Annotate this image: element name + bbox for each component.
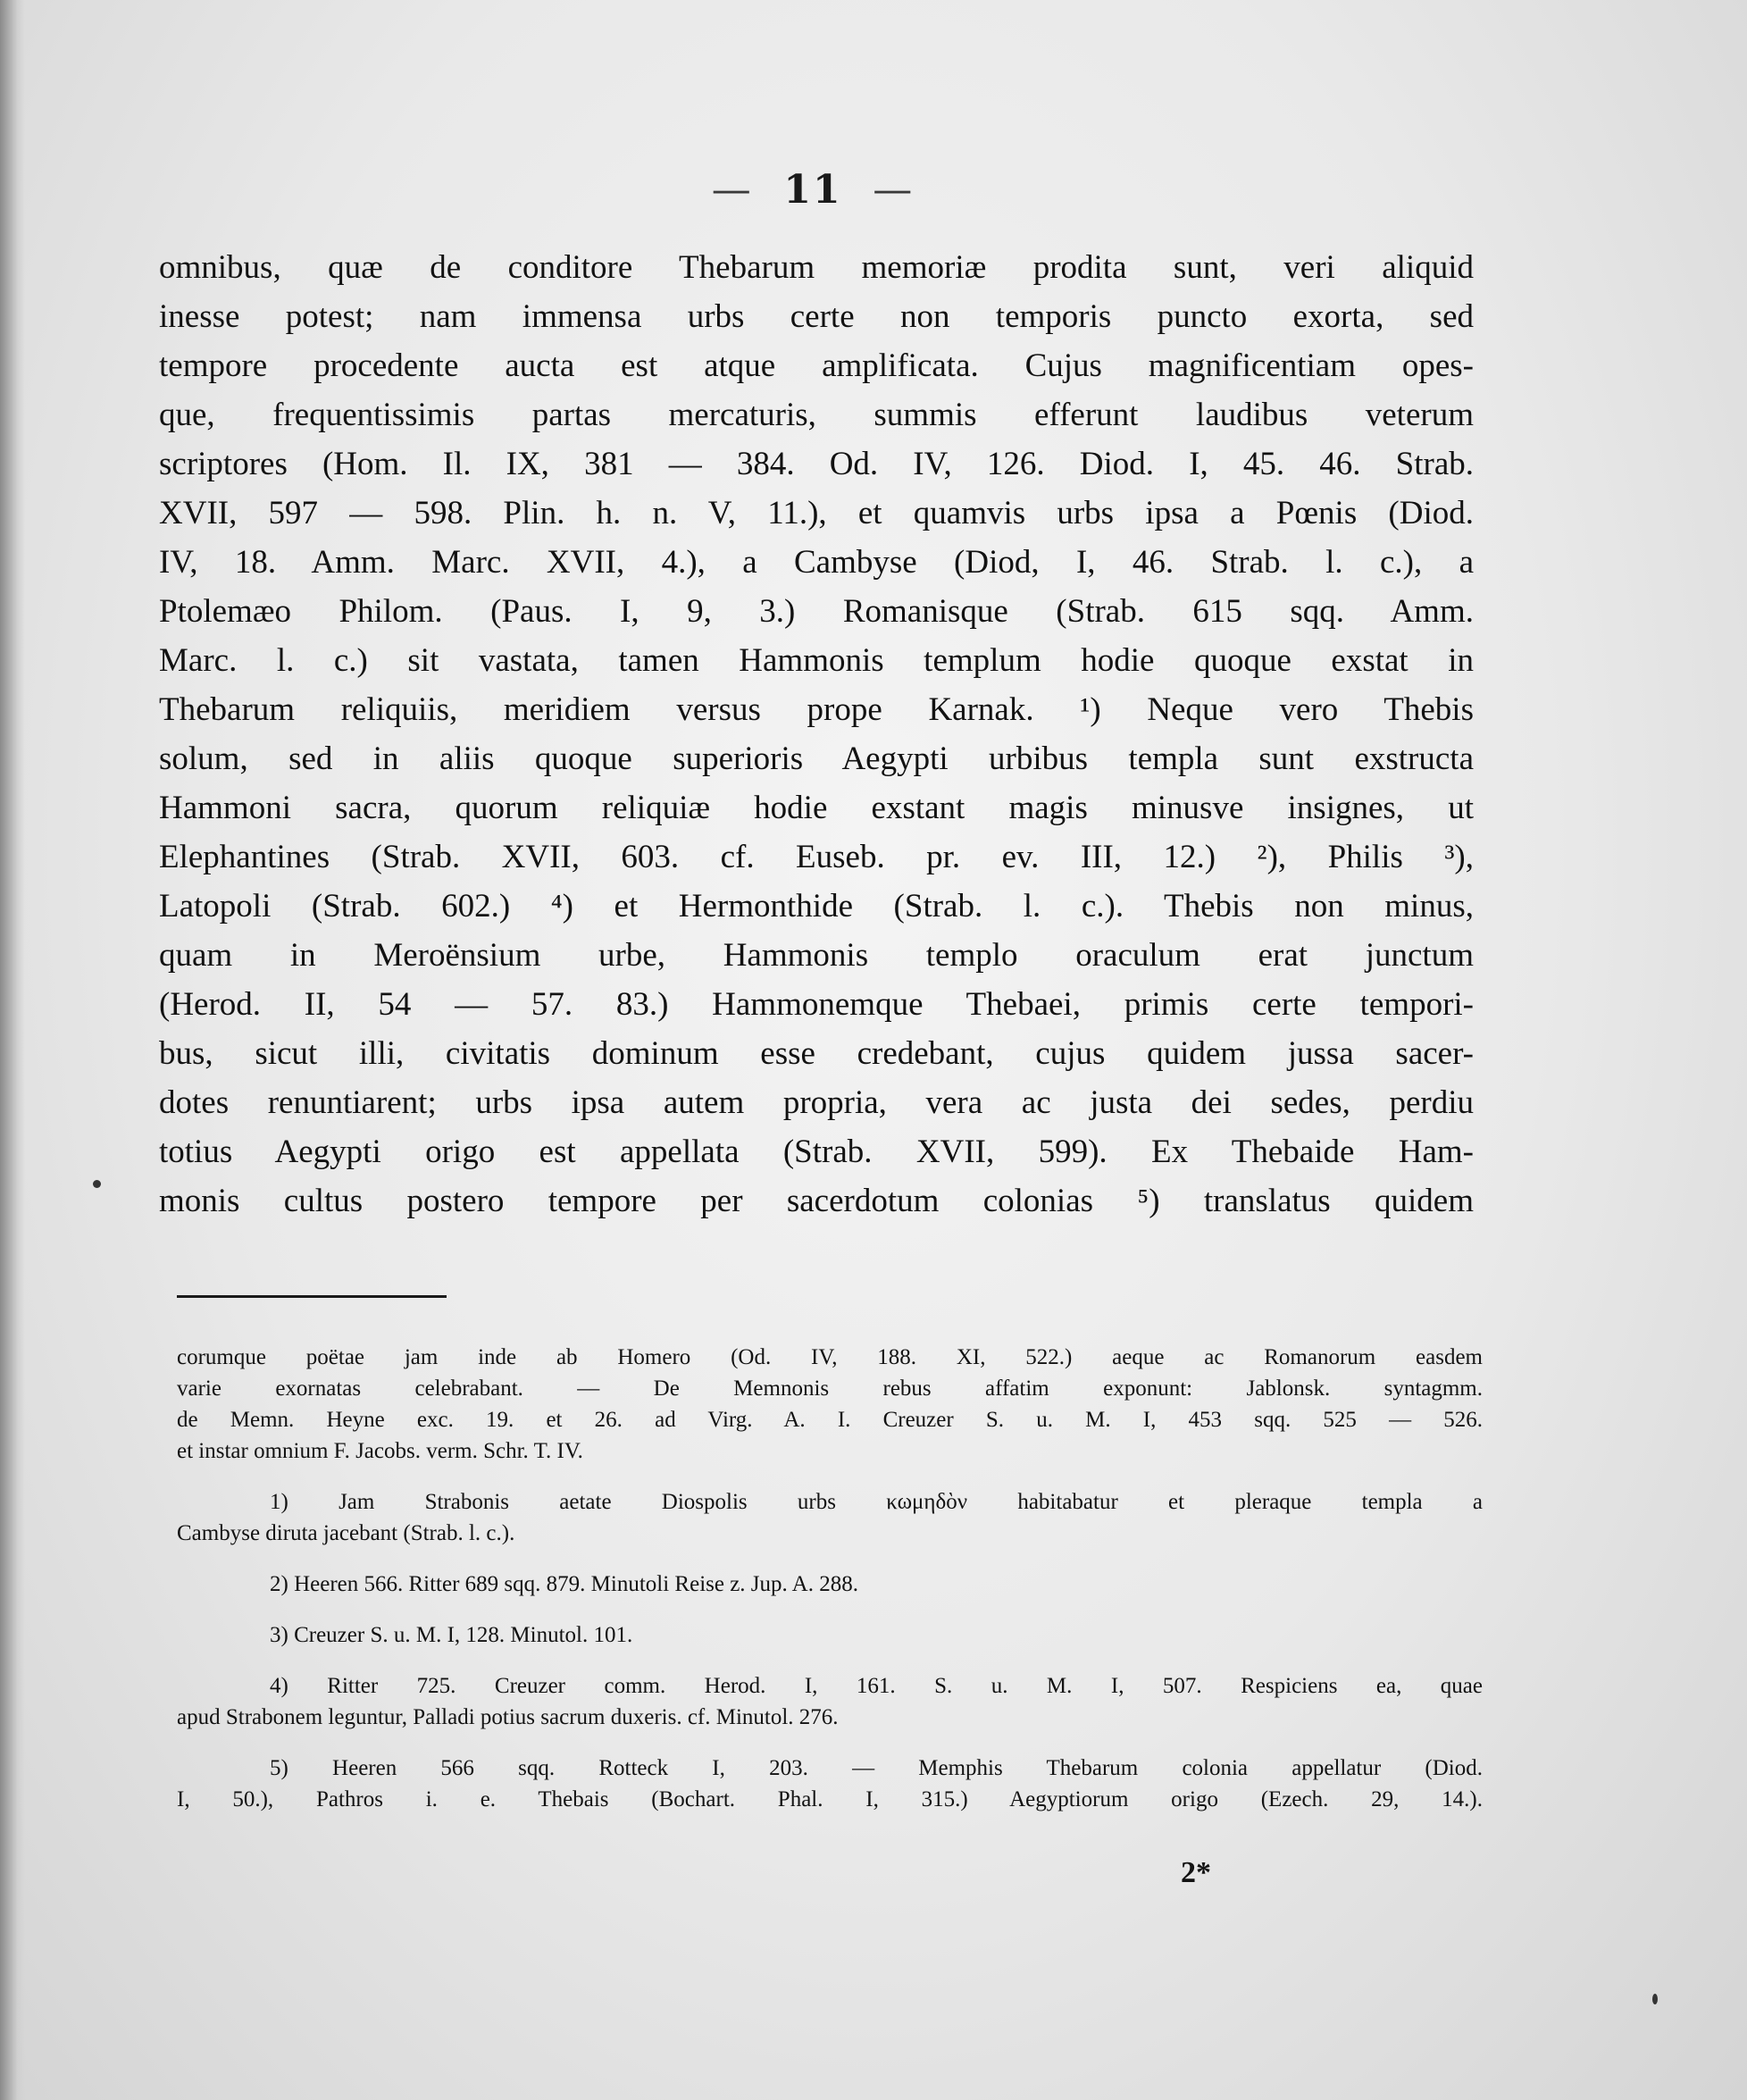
text-line: dotes renuntiarent; urbs ipsa autem propria, vera ac justa dei sedes, perdiu: [159, 1084, 1474, 1121]
text-line: tempore procedente aucta est atque amplificata. Cujus magnificentiam opes-: [159, 347, 1474, 384]
main-text: [159, 243, 1474, 1226]
text-line: IV, 18. Amm. Marc. XVII, 4.), a Cambyse (Diod, I, 46. Strab. l. c.), a: [159, 544, 1474, 581]
footnote-continuation-line: varie exornatas celebrabant. — De Memnonis rebus affatim exponunt: Jablonsk. syntagmm.: [177, 1376, 1483, 1401]
footnote-continuation-line: de Memn. Heyne exc. 19. et 26. ad Virg. A. I. Creuzer S. u. M. I, 453 sqq. 525 — 526.: [177, 1408, 1483, 1432]
header-dash-right: —: [873, 167, 915, 213]
footnote-continuation-line: corumque poëtae jam inde ab Homero (Od. IV, 188. XI, 522.) aeque ac Romanorum easdem: [177, 1345, 1483, 1369]
text-line: Thebarum reliquiis, meridiem versus prope Karnak. ¹) Neque vero Thebis: [159, 691, 1474, 728]
footnote-2: 2) Heeren 566. Ritter 689 sqq. 879. Minutoli Reise z. Jup. A. 288.: [270, 1572, 858, 1596]
text-line: Elephantines (Strab. XVII, 603. cf. Euseb. pr. ev. III, 12.) ²), Philis ³),: [159, 839, 1474, 875]
text-line: Marc. l. c.) sit vastata, tamen Hammonis templum hodie quoque exstat in: [159, 642, 1474, 679]
text-line: omnibus, quæ de conditore Thebarum memoriæ prodita sunt, veri aliquid: [159, 249, 1474, 286]
text-line: que, frequentissimis partas mercaturis, summis efferunt laudibus veterum: [159, 397, 1474, 433]
footnote-4-continued: apud Strabonem leguntur, Palladi potius sacrum duxeris. cf. Minutol. 276.: [177, 1705, 839, 1729]
footnotes: [177, 1342, 1483, 1815]
page-header: [679, 159, 947, 222]
text-line: inesse potest; nam immensa urbs certe non temporis puncto exorta, sed: [159, 298, 1474, 335]
header-dash-left: —: [711, 167, 753, 213]
footnote-5-continued: I, 50.), Pathros i. e. Thebais (Bochart. Phal. I, 315.) Aegyptiorum origo (Ezech. 29, 14.).: [177, 1787, 1483, 1811]
text-line: Latopoli (Strab. 602.) ⁴) et Hermonthide (Strab. l. c.). Thebis non minus,: [159, 888, 1474, 925]
signature-mark: 2*: [1181, 1856, 1211, 1889]
text-line: monis cultus postero tempore per sacerdotum colonias ⁵) translatus quidem: [159, 1183, 1474, 1219]
text-line: XVII, 597 — 598. Plin. h. n. V, 11.), et quamvis urbs ipsa a Pœnis (Diod.: [159, 495, 1474, 531]
text-line: solum, sed in aliis quoque superioris Aegypti urbibus templa sunt exstructa: [159, 740, 1474, 777]
text-line: (Herod. II, 54 — 57. 83.) Hammonemque Thebaei, primis certe tempori-: [159, 986, 1474, 1023]
text-line: scriptores (Hom. Il. IX, 381 — 384. Od. IV, 126. Diod. I, 45. 46. Strab.: [159, 446, 1474, 482]
footnote-continuation-line: et instar omnium F. Jacobs. verm. Schr. T. IV.: [177, 1439, 583, 1463]
page-speck: [1652, 1994, 1658, 2004]
text-line: quam in Meroënsium urbe, Hammonis templo oraculum erat junctum: [159, 937, 1474, 974]
binding-shadow: [0, 0, 25, 2100]
footnote-4: 4) Ritter 725. Creuzer comm. Herod. I, 161. S. u. M. I, 507. Respiciens ea, quae: [270, 1674, 1483, 1698]
text-line: Hammoni sacra, quorum reliquiæ hodie exstant magis minusve insignes, ut: [159, 790, 1474, 826]
text-line: Ptolemæo Philom. (Paus. I, 9, 3.) Romanisque (Strab. 615 sqq. Amm.: [159, 593, 1474, 630]
text-line: bus, sicut illi, civitatis dominum esse credebant, cujus quidem jussa sacer-: [159, 1035, 1474, 1072]
page-number: 11: [783, 167, 842, 213]
text-line: totius Aegypti origo est appellata (Strab. XVII, 599). Ex Thebaide Ham-: [159, 1134, 1474, 1170]
footnote-rule: [177, 1295, 447, 1298]
footnote-3: 3) Creuzer S. u. M. I, 128. Minutol. 101.: [270, 1623, 633, 1647]
footnote-5: 5) Heeren 566 sqq. Rotteck I, 203. — Memphis Thebarum colonia appellatur (Diod.: [270, 1756, 1483, 1780]
footnote-1-continued: Cambyse diruta jacebant (Strab. l. c.).: [177, 1521, 515, 1545]
footnote-1: 1) Jam Strabonis aetate Diospolis urbs κωμηδὸν habitabatur et pleraque templa a: [270, 1490, 1483, 1514]
bullet-speck: [93, 1180, 101, 1188]
